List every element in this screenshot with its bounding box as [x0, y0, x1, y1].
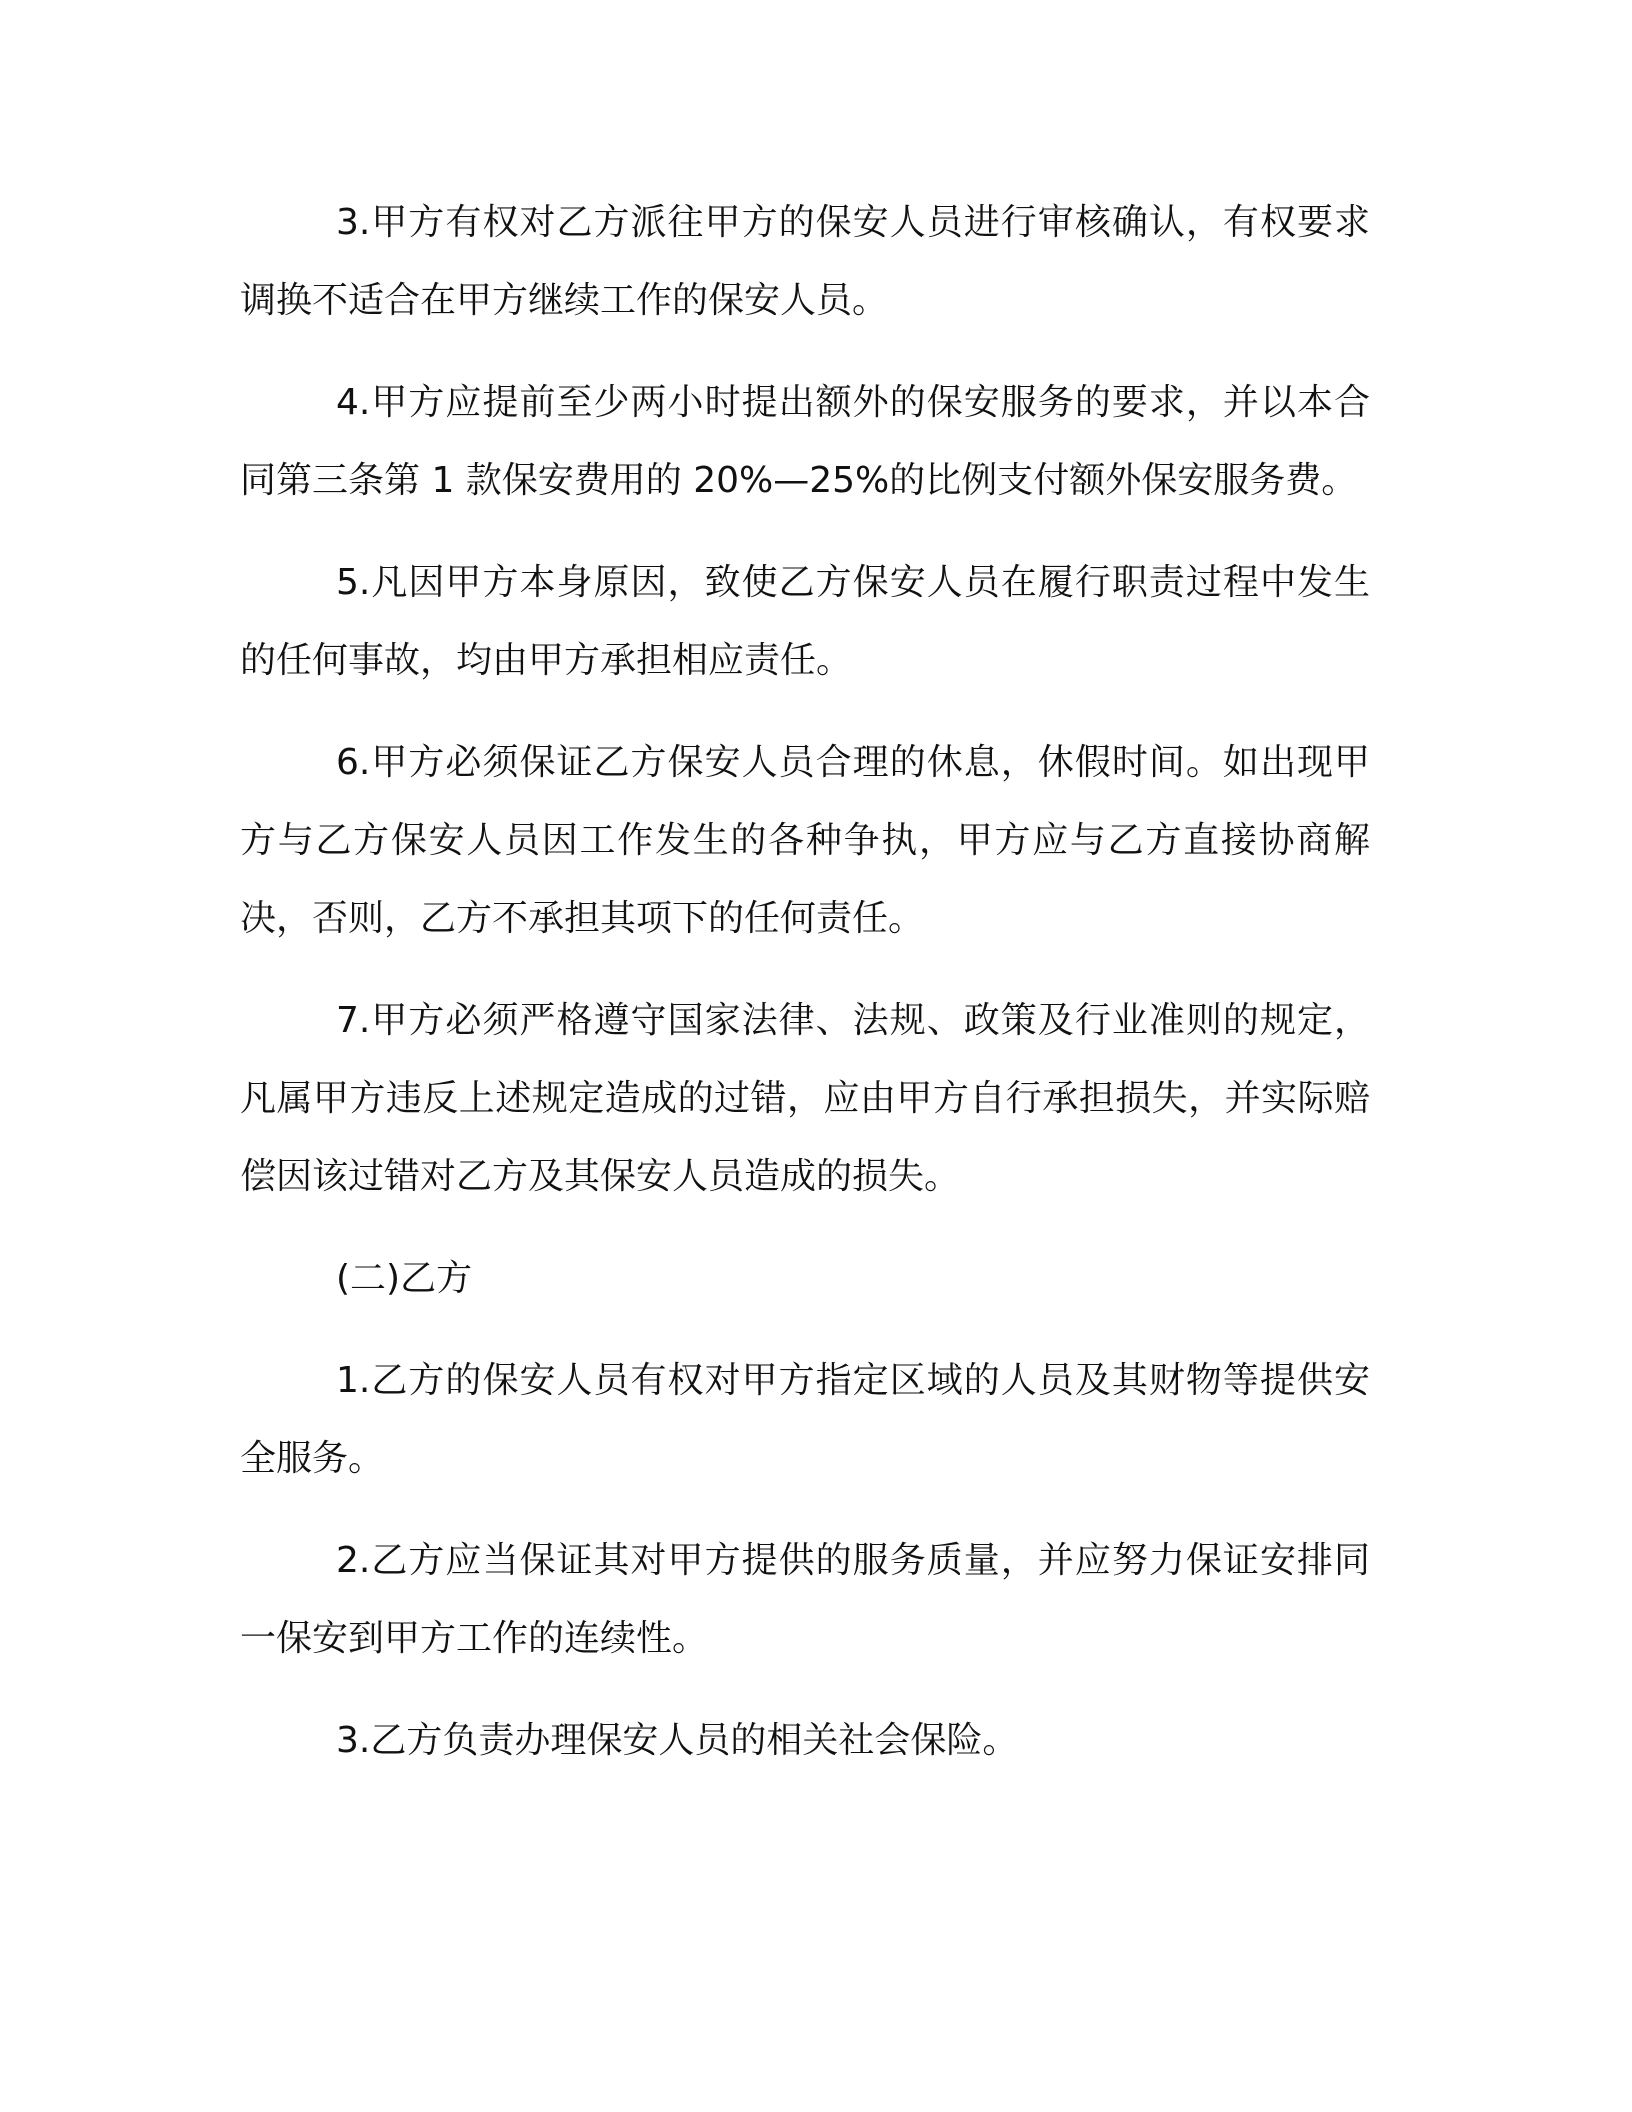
clause-a-6: 6.甲方必须保证乙方保安人员合理的休息，休假时间。如出现甲方与乙方保安人员因工作发生的各种争执，甲方应与乙方直接协商解决，否则，乙方不承担其项下的任何责任。	[240, 742, 1370, 939]
clause-b-3: 3.乙方负责办理保安人员的相关社会保险。	[336, 1720, 1019, 1761]
clause-b-1: 1.乙方的保安人员有权对甲方指定区域的人员及其财物等提供安全服务。	[240, 1360, 1370, 1479]
clause-a-5: 5.凡因甲方本身原因，致使乙方保安人员在履行职责过程中发生的任何事故，均由甲方承担相应责任。	[240, 562, 1370, 681]
clause-a-7: 7.甲方必须严格遵守国家法律、法规、政策及行业准则的规定，凡属甲方违反上述规定造成的过错，应由甲方自行承担损失，并实际赔偿因该过错对乙方及其保安人员造成的损失。	[240, 1000, 1370, 1197]
document-body	[240, 184, 1370, 1804]
section-heading-party-b: (二)乙方	[336, 1258, 473, 1299]
clause-a-3: 3.甲方有权对乙方派往甲方的保安人员进行审核确认，有权要求调换不适合在甲方继续工作的保安人员。	[240, 202, 1370, 321]
clause-a-4: 4.甲方应提前至少两小时提出额外的保安服务的要求，并以本合同第三条第 1 款保安费用的 20%—25%的比例支付额外保安服务费。	[240, 382, 1370, 501]
clause-b-2: 2.乙方应当保证其对甲方提供的服务质量，并应努力保证安排同一保安到甲方工作的连续性。	[240, 1540, 1370, 1659]
